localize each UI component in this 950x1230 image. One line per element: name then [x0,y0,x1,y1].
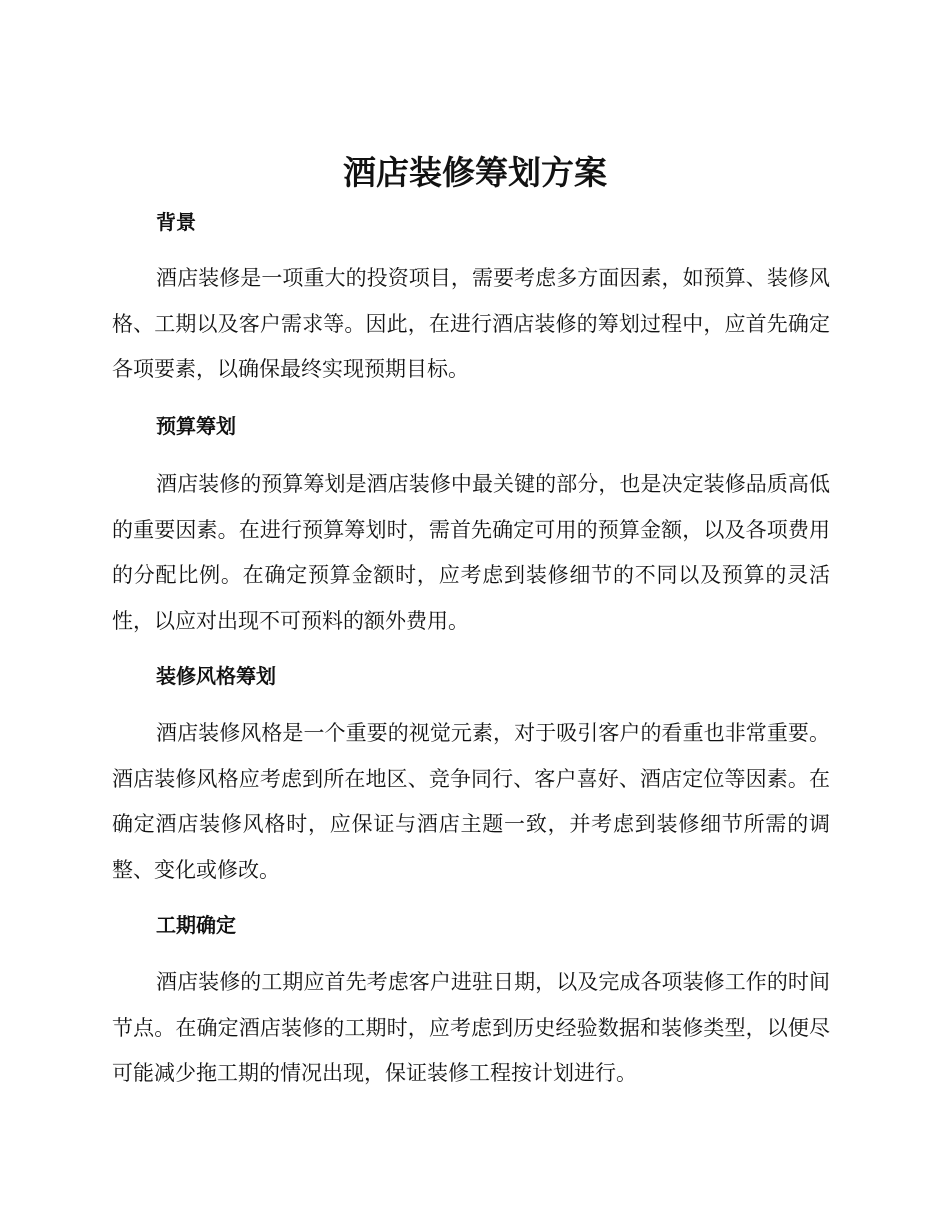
section-body-background: 酒店装修是一项重大的投资项目，需要考虑多方面因素，如预算、装修风格、工期以及客户需求等。因此，在进行酒店装修的筹划过程中，应首先确定各项要素，以确保最终实现预期目标。 [112,266,830,381]
section-body-budget: 酒店装修的预算筹划是酒店装修中最关键的部分，也是决定装修品质高低的重要因素。在进行预算筹划时，需首先确定可用的预算金额，以及各项费用的分配比例。在确定预算金额时，应考虑到装修细节的不同以及预算的灵活性，以应对出现不可预料的额外费用。 [112,472,830,633]
section-heading-background: 背景 [156,210,196,234]
section-heading-budget: 预算筹划 [156,414,236,438]
document-title: 酒店装修筹划方案 [343,153,607,192]
section-body-style: 酒店装修风格是一个重要的视觉元素，对于吸引客户的看重也非常重要。酒店装修风格应考虑到所在地区、竞争同行、客户喜好、酒店定位等因素。在确定酒店装修风格时，应保证与酒店主题一致，并考虑到装修细节所需的调整、变化或修改。 [112,721,830,882]
section-heading-schedule: 工期确定 [156,913,236,937]
section-heading-style: 装修风格筹划 [156,664,276,688]
section-body-schedule: 酒店装修的工期应首先考虑客户进驻日期，以及完成各项装修工作的时间节点。在确定酒店装修的工期时，应考虑到历史经验数据和装修类型，以便尽可能减少拖工期的情况出现，保证装修工程按计划进行。 [112,970,830,1085]
